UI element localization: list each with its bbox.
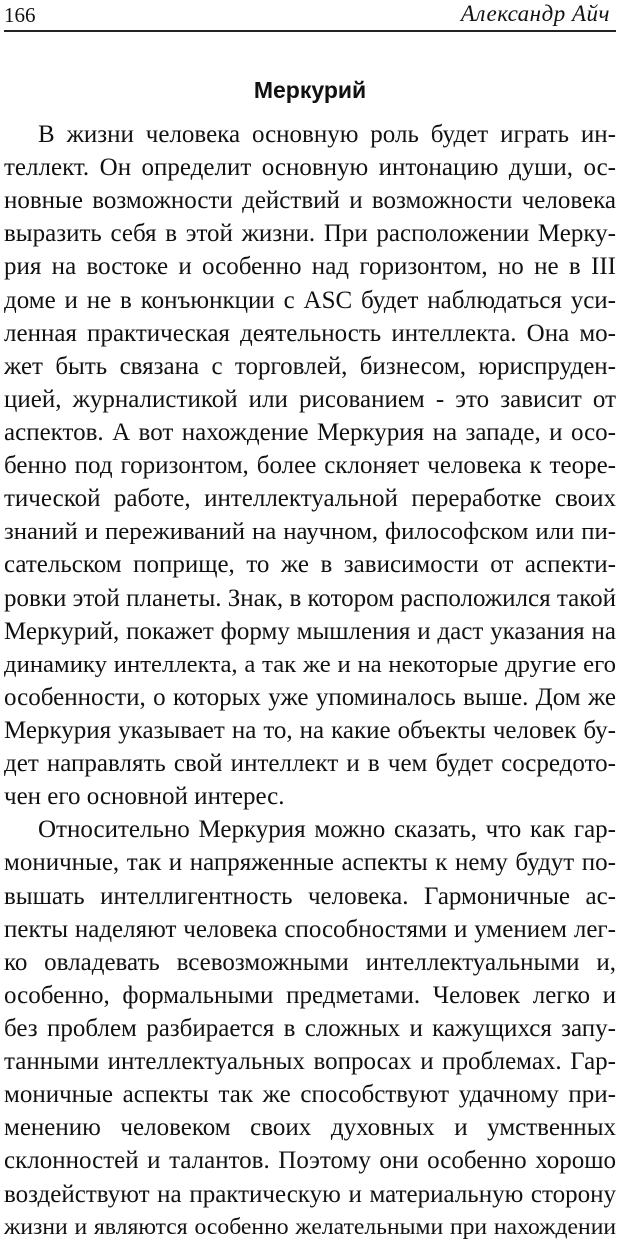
text-line: пекты наделяют человека способностями и умением лег- — [4, 915, 616, 943]
text-line: моничные, так и напряженные аспекты к нему будут по- — [4, 849, 616, 877]
text-line: воздействуют на практическую и материальную сторону — [4, 1180, 616, 1208]
text-line: Относительно Меркурия можно сказать, что как гар- — [38, 816, 616, 844]
body-text — [4, 118, 616, 1244]
text-line: бенно под горизонтом, более склоняет человека к теоре- — [4, 452, 616, 480]
text-line: ленная практическая деятельность интеллекта. Она мо- — [4, 319, 616, 347]
text-line: жет быть связана с торговлей, бизнесом, юриспруден- — [4, 352, 616, 380]
text-line: моничные аспекты так же способствуют удачному при- — [4, 1081, 616, 1109]
text-line: цией, журналистикой или рисованием - это зависит от — [4, 385, 616, 413]
running-title: Александр Айч — [460, 1, 610, 26]
text-line: особенно, формальными предметами. Человек легко и — [4, 981, 616, 1009]
text-line: жизни и являются особенно желательными при нахождении — [4, 1213, 616, 1240]
header-rule — [4, 30, 616, 32]
text-line: выразить себя в этой жизни. При расположении Мерку- — [4, 220, 616, 248]
text-line: дет направлять свой интеллект и в чем будет сосредото- — [4, 750, 616, 778]
text-line: особенности, о которых уже упоминалось выше. Дом же — [4, 683, 616, 711]
text-line: без проблем разбирается в сложных и кажущихся запу- — [4, 1014, 616, 1042]
chapter-title: Меркурий — [253, 77, 367, 103]
text-line: новные возможности действий и возможности человека — [4, 187, 616, 215]
text-line: Меркурий, покажет форму мышления и даст указания на — [4, 617, 616, 645]
text-line: чен его основной интерес. — [4, 783, 285, 811]
text-line: сательском поприще, то же в зависимости от аспекти- — [4, 551, 616, 579]
text-line: теллект. Он определит основную интонацию души, ос- — [4, 154, 616, 182]
text-line: доме и не в конъюнкции с ASC будет наблюдаться уси- — [4, 286, 616, 314]
text-line: динамику интеллекта, а так же и на некоторые другие его — [4, 650, 616, 678]
text-line: танными интеллектуальных вопросах и проблемах. Гар- — [4, 1048, 616, 1076]
text-line: тической работе, интеллектуальной переработке своих — [4, 485, 616, 513]
text-line: склонностей и талантов. Поэтому они особенно хорошо — [4, 1147, 616, 1175]
text-line: ко овладевать всевозможными интеллектуальными и, — [4, 948, 616, 976]
text-line: ровки этой планеты. Знак, в котором расположился такой — [4, 584, 616, 612]
text-line: вышать интеллигентность человека. Гармоничные ас- — [4, 882, 616, 910]
text-line: Меркурия указывает на то, на какие объекты человек бу- — [4, 716, 616, 744]
text-line: знаний и переживаний на научном, философском или пи- — [4, 518, 616, 546]
page-number: 166 — [4, 3, 36, 27]
text-line: рия на востоке и особенно над горизонтом, но не в III — [4, 253, 616, 281]
text-line: аспектов. А вот нахождение Меркурия на западе, и осо- — [4, 418, 616, 446]
page-header — [4, 0, 616, 32]
text-line: В жизни человека основную роль будет играть ин- — [38, 121, 616, 148]
text-line: менению человеком своих духовных и умственных — [4, 1114, 616, 1142]
